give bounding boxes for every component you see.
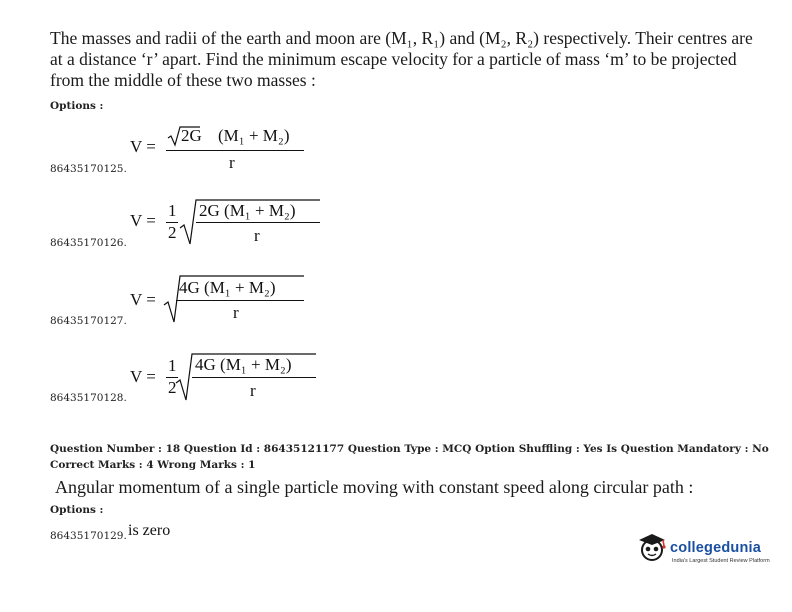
- option-2-id: 86435170126.: [50, 237, 127, 249]
- graduate-cap-icon: [637, 532, 669, 562]
- option-4-frac-den: 2: [168, 378, 177, 397]
- option-4-numerator: 4G (M₁ + M₂): [195, 355, 292, 374]
- option-1-fraction-bar: [166, 150, 304, 151]
- question-2-text: Angular momentum of a single particle moving with constant speed along circular path :: [55, 477, 694, 497]
- option-3-fraction-bar: [176, 300, 304, 301]
- option-3-numerator: 4G (M₁ + M₂): [179, 278, 276, 297]
- option-1-lhs: V =: [130, 137, 156, 156]
- q2-option-1-text: is zero: [128, 522, 171, 539]
- option-3-lhs: V =: [130, 290, 156, 309]
- option-3-denominator: r: [233, 303, 239, 322]
- q2-option-1-id: 86435170129.: [50, 530, 127, 542]
- option-2-frac-den: 2: [168, 223, 177, 242]
- question-2-meta-line2: Correct Marks : 4 Wrong Marks : 1: [50, 459, 256, 471]
- option-2-fraction-bar: [196, 222, 320, 223]
- option-4-denominator: r: [250, 381, 256, 400]
- option-2-numerator: 2G (M₁ + M₂): [199, 201, 296, 220]
- option-2-denominator: r: [254, 226, 260, 245]
- option-4-frac-num: 1: [168, 356, 177, 375]
- option-2-frac-num: 1: [168, 201, 177, 220]
- options-label-2: Options :: [50, 504, 104, 516]
- option-4-id: 86435170128.: [50, 392, 127, 404]
- question-2-meta-line1: Question Number : 18 Question Id : 86435121177 Question Type : MCQ Option Shuffling : Yes Is Question Mandatory : No: [50, 443, 769, 455]
- option-1-id: 86435170125.: [50, 163, 127, 175]
- question-1-text: The masses and radii of the earth and moon are (M₁, R₁) and (M₂, R₂) respectively. Their centres are at a distance ‘r’ apart. Find the minimum escape velocity for a particle of mass ‘m’ to be projected from the middle of these two masses :: [50, 28, 753, 90]
- option-3-id: 86435170127.: [50, 315, 127, 327]
- option-4-fraction-bar: [192, 377, 316, 378]
- options-label-1: Options :: [50, 100, 104, 112]
- option-1-paren: (M₁ + M₂): [218, 126, 290, 145]
- logo-name: collegedunia: [670, 540, 762, 556]
- option-2-lhs: V =: [130, 211, 156, 230]
- option-1-sqrt-coef: 2G: [181, 126, 202, 145]
- option-4-lhs: V =: [130, 367, 156, 386]
- option-1-denominator: r: [229, 153, 235, 172]
- logo-tagline: India's Largest Student Review Platform: [672, 558, 770, 564]
